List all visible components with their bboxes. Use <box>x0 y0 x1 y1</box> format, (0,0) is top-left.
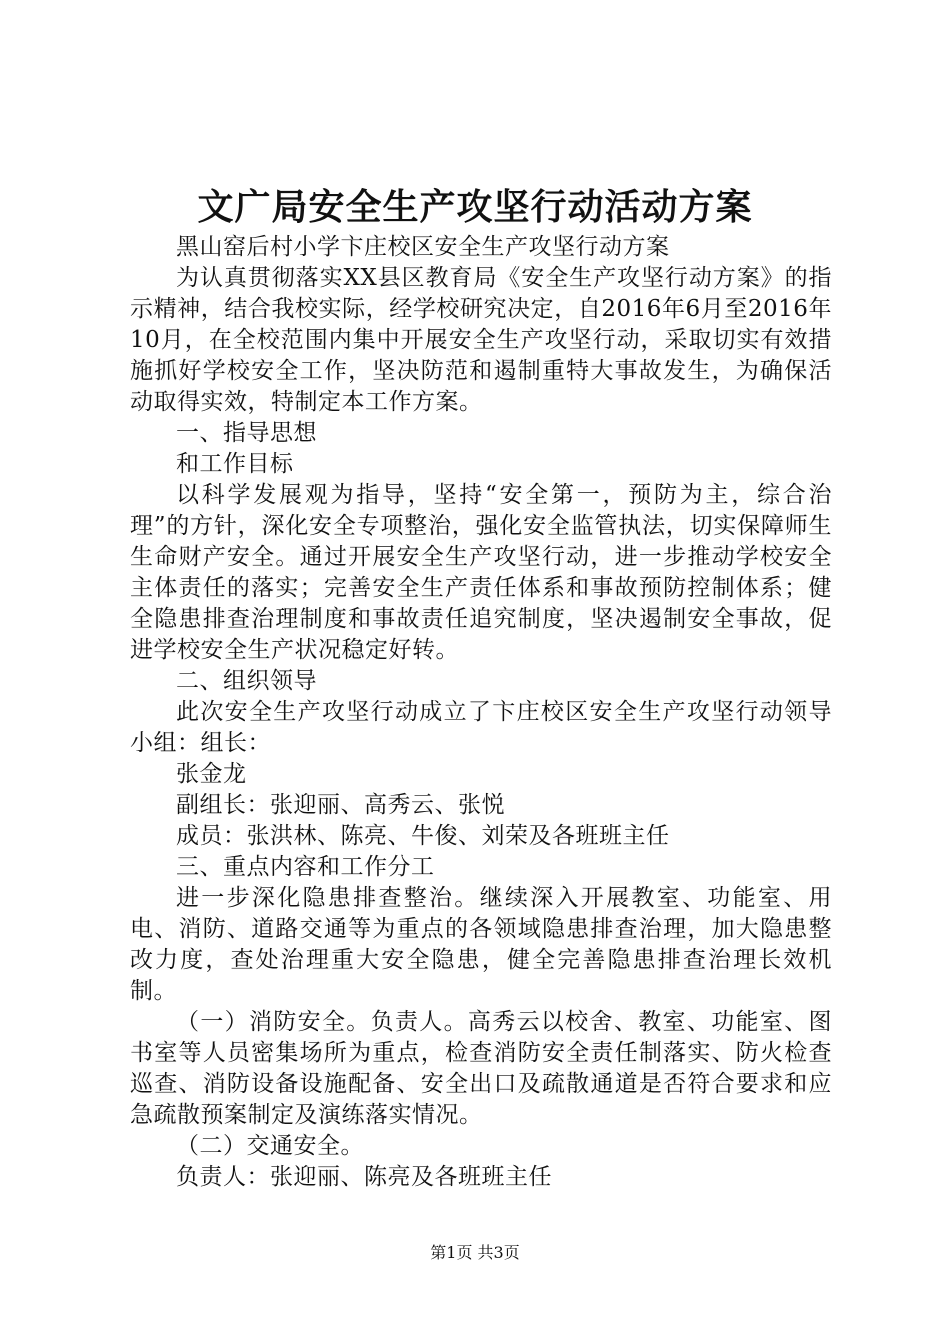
heading-work-goal: 和工作目标 <box>176 451 294 477</box>
paragraph-traffic-responsible: 负责人：张迎丽、陈亮及各班班主任 <box>176 1164 552 1190</box>
paragraph-hazard-inspection: 进一步深化隐患排查整治。继续深入开展教室、功能室、用电、消防、道路交通等为重点的各领域隐患排查治理，加大隐患整改力度，查处治理重大安全隐患，健全完善隐患排查治理长效机制。 <box>130 885 832 1004</box>
document-body <box>130 232 832 1193</box>
paragraph-fire-safety: （一）消防安全。负责人。高秀云以校舍、教室、功能室、图书室等人员密集场所为重点，检查消防安全责任制落实、防火检查巡查、消防设备设施配备、安全出口及疏散通道是否符合要求和应急疏散预案制定及演练落实情况。 <box>130 1009 832 1128</box>
paragraph-leadership-group: 此次安全生产攻坚行动成立了卞庄校区安全生产攻坚行动领导小组：组长： <box>130 699 832 756</box>
paragraph-deputy-leaders: 副组长：张迎丽、高秀云、张悦 <box>176 792 505 818</box>
heading-guiding-thought: 一、指导思想 <box>176 420 317 446</box>
document-title: 文广局安全生产攻坚行动活动方案 <box>197 187 753 228</box>
heading-traffic-safety: （二）交通安全。 <box>176 1133 364 1159</box>
paragraph-subtitle: 黑山窑后村小学卞庄校区安全生产攻坚行动方案 <box>176 234 670 260</box>
paragraph-intro: 为认真贯彻落实XX县区教育局《安全生产攻坚行动方案》的指示精神，结合我校实际，经学校研究决定，自2016年6月至2016年10月，在全校范围内集中开展安全生产攻坚行动，采取切实有效措施抓好学校安全工作，坚决防范和遏制重特大事故发生，为确保活动取得实效，特制定本工作方案。 <box>130 265 832 415</box>
paragraph-members: 成员：张洪林、陈亮、牛俊、刘荣及各班班主任 <box>176 823 670 849</box>
page-indicator: 第1页 共3页 <box>430 1243 520 1262</box>
paragraph-guiding-content: 以科学发展观为指导，坚持“安全第一，预防为主，综合治理”的方针，深化安全专项整治，强化安全监管执法，切实保障师生生命财产安全。通过开展安全生产攻坚行动，进一步推动学校安全主体责任的落实；完善安全生产责任体系和事故预防控制体系；健全隐患排查治理制度和事故责任追究制度，坚决遏制安全事故，促进学校安全生产状况稳定好转。 <box>130 482 832 663</box>
heading-organization: 二、组织领导 <box>176 668 317 694</box>
heading-key-content: 三、重点内容和工作分工 <box>176 854 435 880</box>
paragraph-group-leader: 张金龙 <box>176 761 247 787</box>
